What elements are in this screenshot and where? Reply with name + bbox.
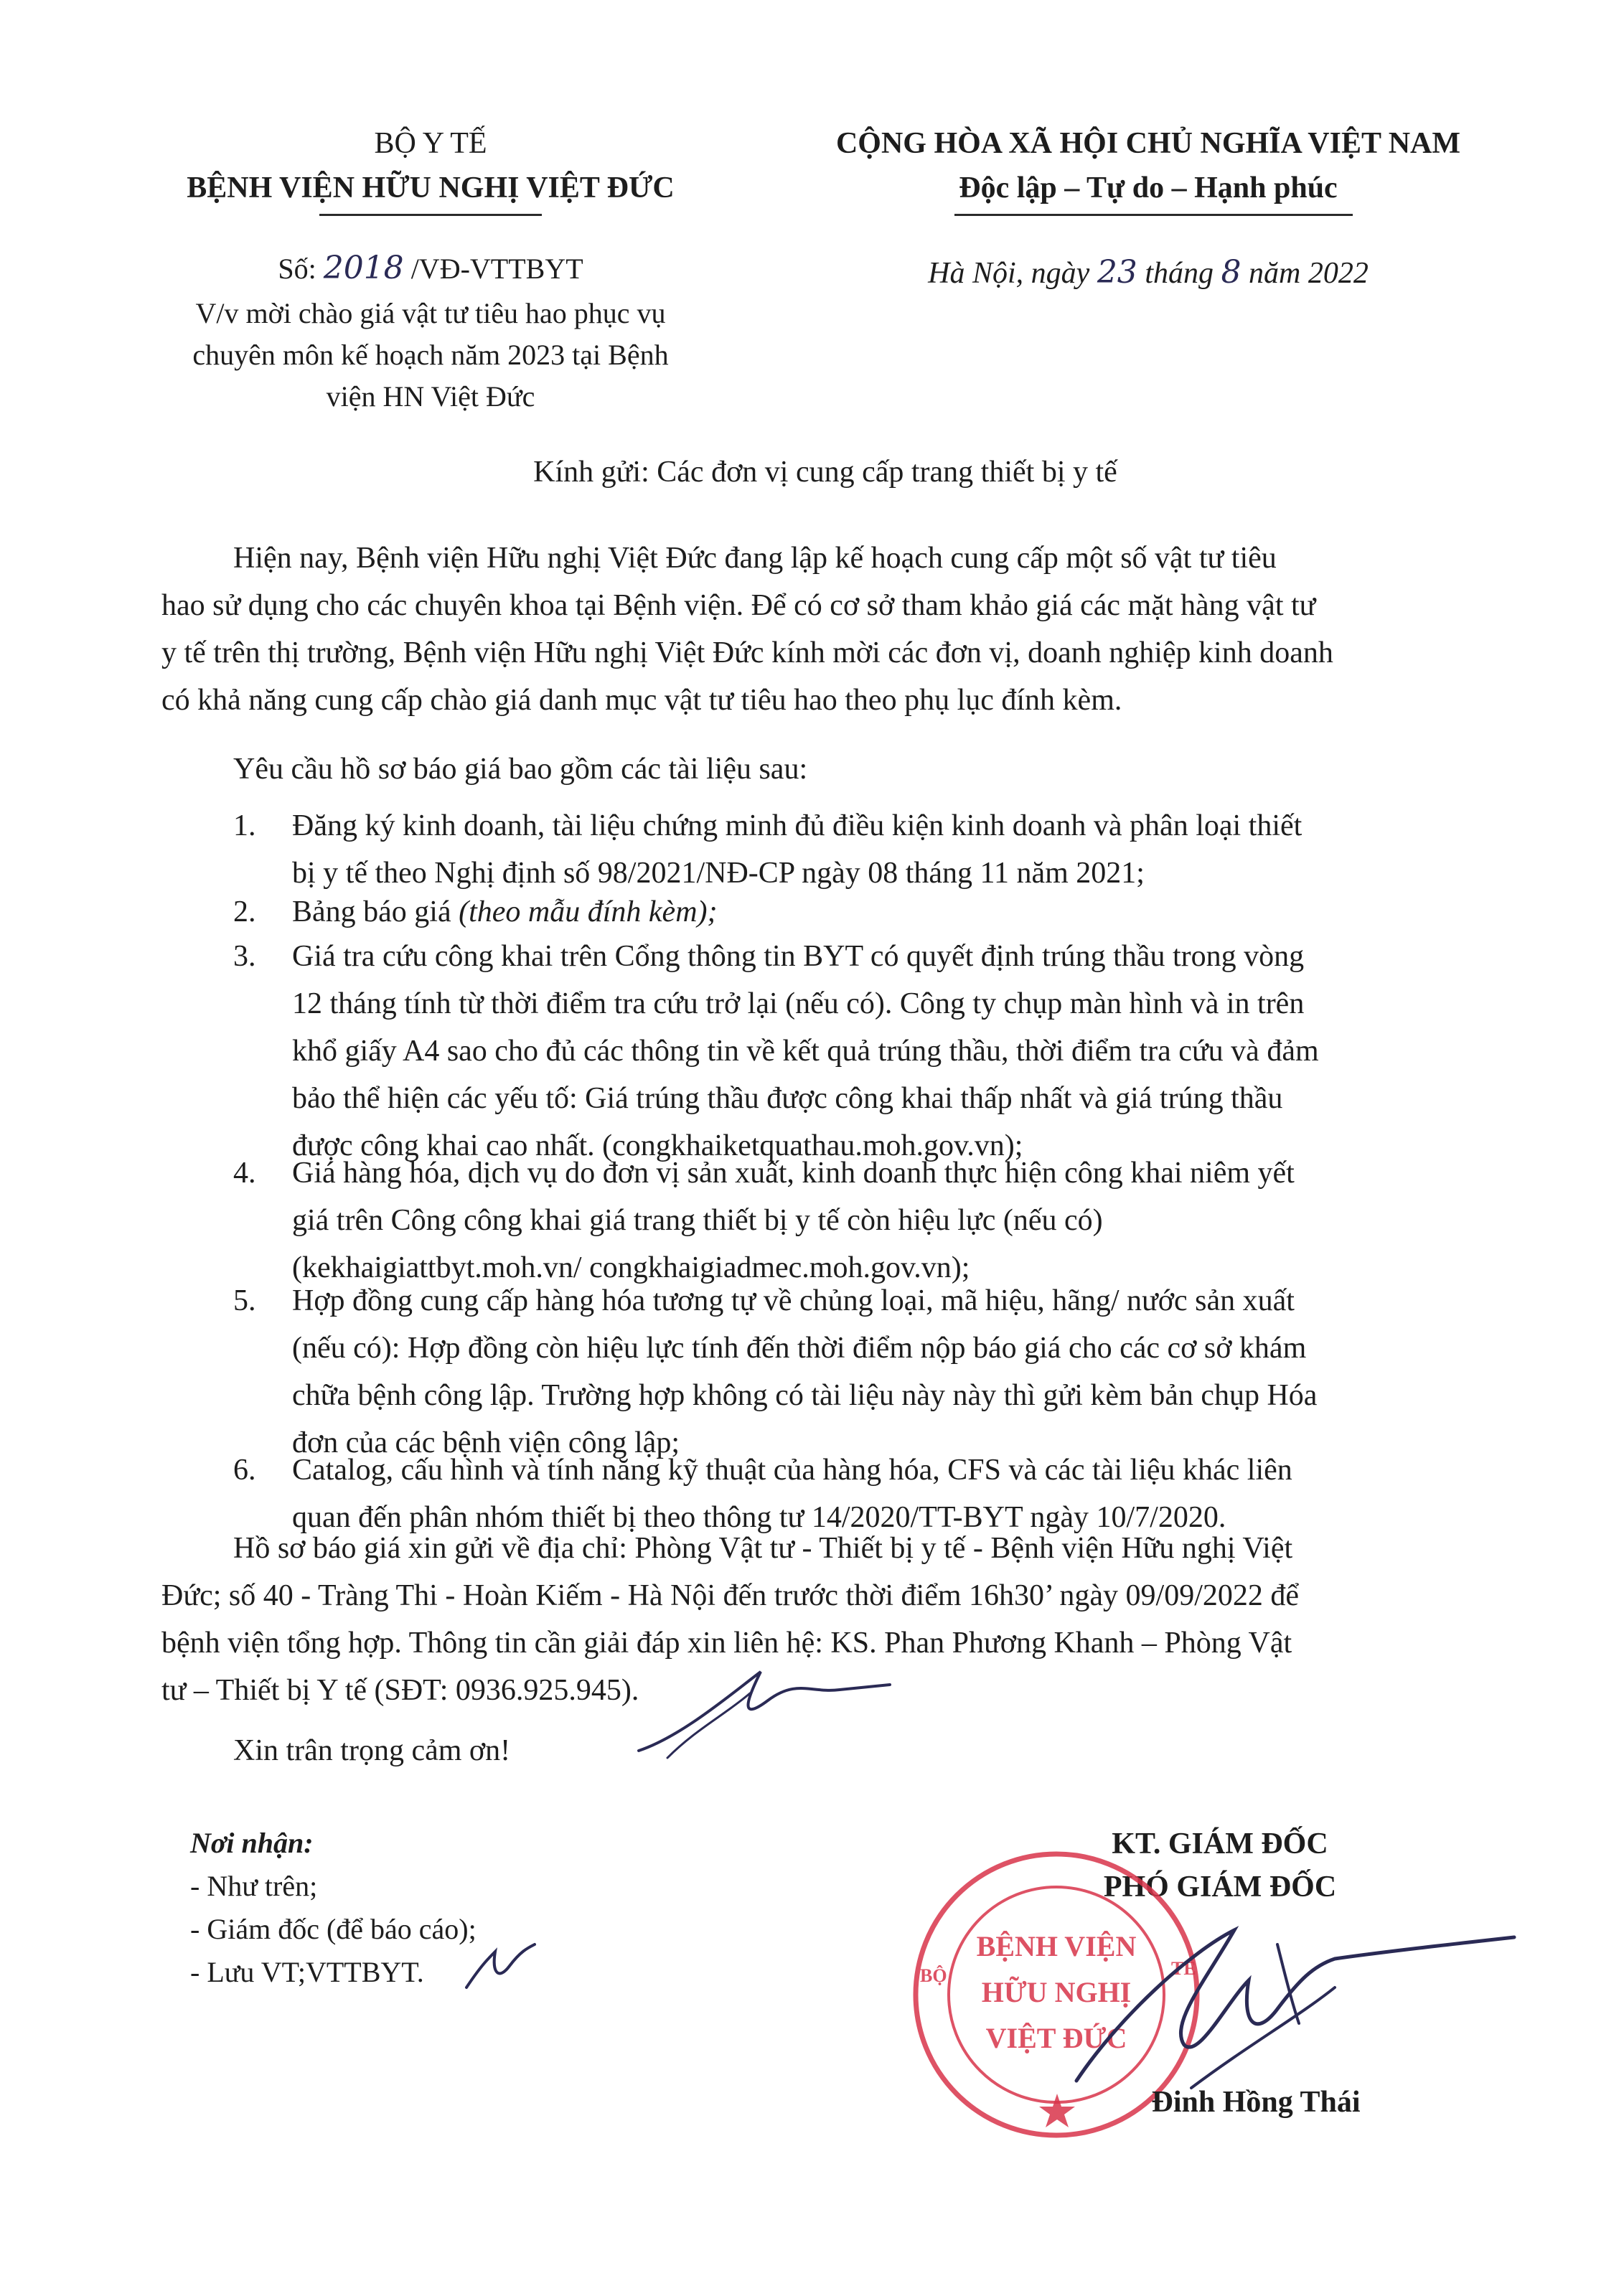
recipients-item: - Như trên;	[190, 1870, 318, 1902]
handwritten-day: 23	[1097, 254, 1137, 291]
requirement-item-3	[233, 933, 1496, 1177]
recipients-item: - Giám đốc (để báo cáo);	[190, 1913, 477, 1945]
signer-name: Đinh Hồng Thái	[1151, 2086, 1361, 2119]
item-line: 12 tháng tính từ thời điểm tra cứu trở lại (nếu có). Công ty chụp màn hình và in trên	[292, 987, 1305, 1020]
item-line: (nếu có): Hợp đồng còn hiệu lực tính đến thời điểm nộp báo giá cho các cơ sở khám	[292, 1332, 1307, 1365]
requirements-title: Yêu cầu hồ sơ báo giá bao gồm các tài liệu sau:	[233, 753, 808, 786]
submission-line-3: bệnh viện tổng hợp. Thông tin cần giải đáp xin liên hệ: KS. Phan Phương Khanh – Phòng Vật	[161, 1627, 1292, 1660]
national-motto: Độc lập – Tự do – Hạnh phúc	[959, 171, 1338, 204]
subject-line-3: viện HN Việt Đức	[326, 380, 535, 413]
item-number: 2.	[233, 895, 256, 928]
seal-side-right: TẾ	[1171, 1958, 1196, 1979]
left-header-rule	[319, 214, 542, 216]
requirement-item-2	[233, 888, 1496, 938]
item-number: 3.	[233, 940, 256, 973]
recipients-item: - Lưu VT;VTTBYT.	[190, 1956, 424, 1988]
seal-line-3: VIỆT ĐỨC	[985, 2022, 1127, 2054]
item-line: quan đến phân nhóm thiết bị theo thông tư 14/2020/TT-BYT ngày 10/7/2020.	[292, 1501, 1226, 1534]
submission-line-1: Hồ sơ báo giá xin gửi về địa chỉ: Phòng Vật tư - Thiết bị y tế - Bệnh viện Hữu nghị Việt	[233, 1532, 1293, 1565]
handwritten-number: 2018	[323, 250, 404, 286]
item-line: khổ giấy A4 sao cho đủ các thông tin về kết quả trúng thầu, thời điểm tra cứu và đảm	[292, 1035, 1319, 1068]
signature-title-1: KT. GIÁM ĐỐC	[1112, 1827, 1328, 1860]
seal-line-1: BỆNH VIỆN	[976, 1930, 1137, 1962]
submission-line-4: tư – Thiết bị Y tế (SĐT: 0936.925.945).	[161, 1674, 639, 1707]
item-line: được công khai cao nhất. (congkhaiketquathau.moh.gov.vn);	[292, 1129, 1023, 1162]
item-italic-note: (theo mẫu đính kèm);	[459, 895, 718, 928]
item-line: Catalog, cấu hình và tính năng kỹ thuật của hàng hóa, CFS và các tài liệu khác liên	[292, 1454, 1292, 1487]
right-header-rule	[954, 214, 1353, 216]
item-line: Giá tra cứu công khai trên Cổng thông tin BYT có quyết định trúng thầu trong vòng	[292, 940, 1305, 973]
intro-line-1: Hiện nay, Bệnh viện Hữu nghị Việt Đức đang lập kế hoạch cung cấp một số vật tư tiêu	[233, 542, 1277, 575]
item-line: đơn của các bệnh viện công lập;	[292, 1426, 680, 1459]
intro-line-2: hao sử dụng cho các chuyên khoa tại Bệnh viện. Để có cơ sở tham khảo giá các mặt hàng vật tư	[161, 589, 1316, 622]
item-line: (kekhaigiattbyt.moh.vn/ congkhaigiadmec.moh.gov.vn);	[292, 1251, 970, 1284]
subject-line-2: chuyên môn kế hoạch năm 2023 tại Bệnh	[192, 339, 669, 371]
item-line: bị y tế theo Nghị định số 98/2021/NĐ-CP ngày 08 tháng 11 năm 2021;	[292, 857, 1145, 890]
item-number: 1.	[233, 809, 256, 842]
item-number: 6.	[233, 1454, 256, 1487]
seal-line-2: HỮU NGHỊ	[981, 1976, 1132, 2008]
closing-line: Xin trân trọng cảm ơn!	[233, 1734, 511, 1767]
hospital-name: BỆNH VIỆN HỮU NGHỊ VIỆT ĐỨC	[187, 171, 675, 204]
item-line: Đăng ký kinh doanh, tài liệu chứng minh đủ điều kiện kinh doanh và phân loại thiết	[292, 809, 1303, 842]
subject-line-1: V/v mời chào giá vật tư tiêu hao phục vụ	[195, 297, 666, 329]
submission-line-2: Đức; số 40 - Tràng Thi - Hoàn Kiếm - Hà Nội đến trước thời điểm 16h30’ ngày 09/09/2022 để	[161, 1579, 1300, 1612]
item-line: Giá hàng hóa, dịch vụ do đơn vị sản xuất, kinh doanh thực hiện công khai niêm yết	[292, 1157, 1295, 1190]
item-line: chữa bệnh công lập. Trường hợp không có tài liệu này này thì gửi kèm bản chụp Hóa	[292, 1379, 1318, 1412]
document-number: Số: 2018 /VĐ-VTTBYT	[278, 250, 583, 286]
recipients-scribble-icon	[459, 1937, 538, 2002]
item-line: giá trên Công công khai giá trang thiết bị y tế còn hiệu lực (nếu có)	[292, 1204, 1103, 1237]
nation-name: CỘNG HÒA XÃ HỘI CHỦ NGHĨA VIỆT NAM	[835, 127, 1461, 160]
item-line: Bảng báo giá	[292, 895, 451, 928]
handwritten-month: 8	[1221, 254, 1242, 291]
initial-scribble-icon	[624, 1650, 897, 1765]
requirement-item-1	[233, 802, 1496, 903]
intro-line-3: y tế trên thị trường, Bệnh viện Hữu nghị Việt Đức kính mời các đơn vị, doanh nghiệp kinh doanh	[161, 636, 1333, 669]
item-line: bảo thể hiện các yếu tố: Giá trúng thầu được công khai thấp nhất và giá trúng thầu	[292, 1082, 1283, 1115]
recipient-line: Kính gửi: Các đơn vị cung cấp trang thiết bị y tế	[533, 456, 1117, 489]
recipients-title: Nơi nhận:	[190, 1827, 314, 1859]
ministry-name: BỘ Y TẾ	[374, 127, 487, 160]
signature-title-2: PHÓ GIÁM ĐỐC	[1103, 1871, 1337, 1904]
item-number: 5.	[233, 1284, 256, 1317]
document-date: Hà Nội, ngày 23 tháng 8 năm 2022	[928, 254, 1369, 291]
requirement-item-5	[233, 1277, 1496, 1471]
item-number: 4.	[233, 1157, 256, 1190]
intro-line-4: có khả năng cung cấp chào giá danh mục vật tư tiêu hao theo phụ lục đính kèm.	[161, 684, 1122, 717]
seal-side-left: BỘ	[920, 1965, 947, 1986]
item-line: Hợp đồng cung cấp hàng hóa tương tự về chủng loại, mã hiệu, hãng/ nước sản xuất	[292, 1284, 1295, 1317]
